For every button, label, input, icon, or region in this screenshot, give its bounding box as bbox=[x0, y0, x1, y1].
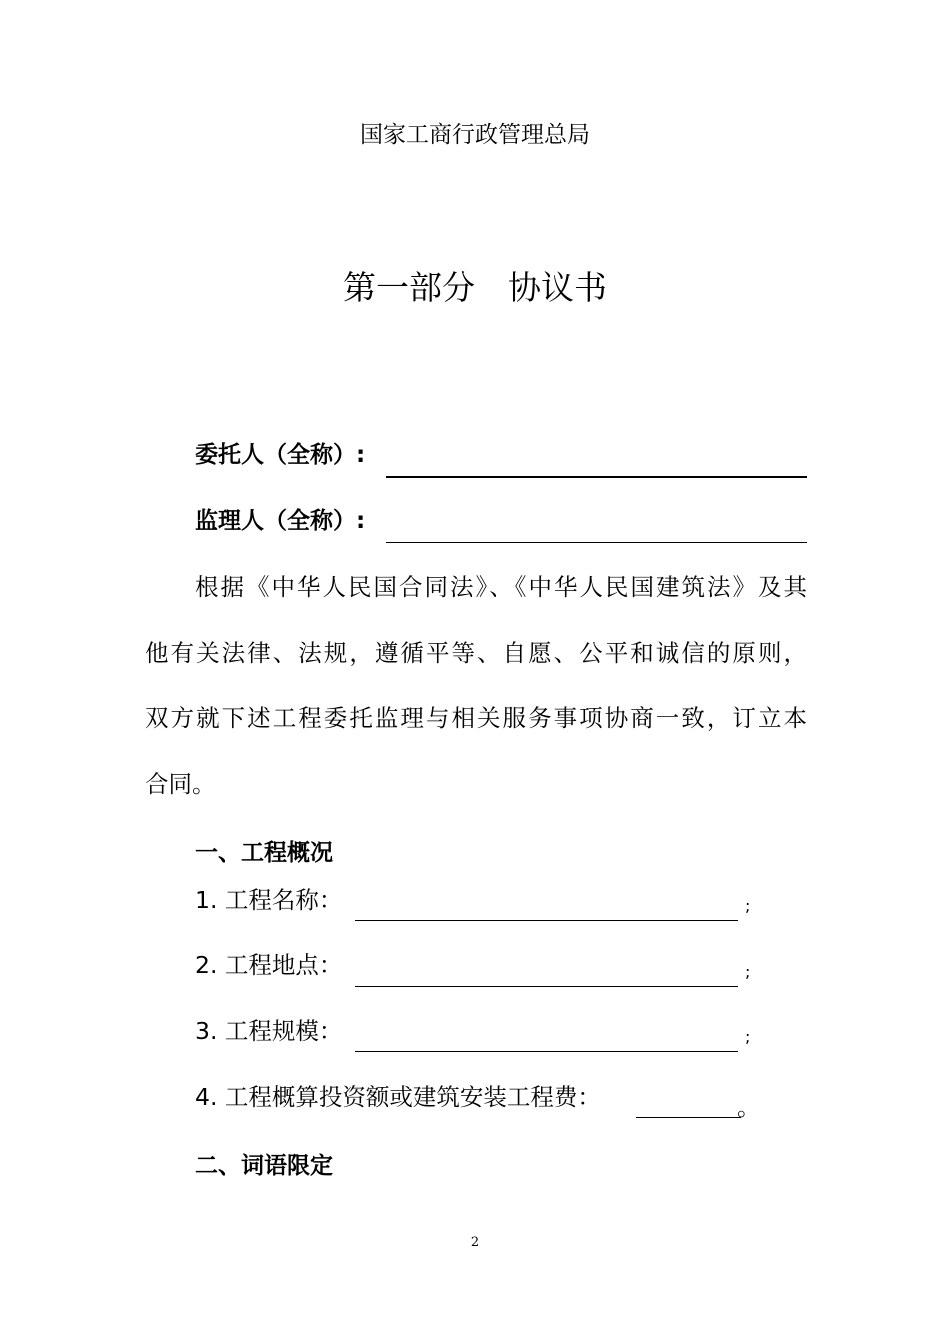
project-cost-blank bbox=[636, 1117, 741, 1118]
item-end-punct: ; bbox=[745, 962, 751, 981]
item-end-punct: ; bbox=[745, 896, 751, 915]
supervisor-name-blank bbox=[386, 542, 807, 543]
preamble-line: 双方就下述工程委托监理与相关服务事项协商一致，订立本 bbox=[145, 704, 807, 732]
section-heading: 一、工程概况 bbox=[195, 840, 333, 866]
project-scale-blank bbox=[355, 1051, 738, 1052]
project-location-label: 2. 工程地点： bbox=[195, 951, 343, 979]
item-end-punct: 。 bbox=[737, 1093, 761, 1121]
supervisor-label: 监理人（全称）: bbox=[195, 508, 366, 534]
page-number: 2 bbox=[470, 1235, 480, 1250]
preamble-line: 根据《中华人民国合同法》、《中华人民国建筑法》及其 bbox=[195, 573, 807, 601]
preamble-line: 合同。 bbox=[145, 770, 216, 798]
section-heading: 二、词语限定 bbox=[195, 1153, 333, 1179]
project-cost-label: 4. 工程概算投资额或建筑安装工程费： bbox=[195, 1083, 601, 1111]
project-name-blank bbox=[355, 920, 738, 921]
preamble-line: 他有关法律、法规，遵循平等、自愿、公平和诚信的原则， bbox=[145, 639, 807, 667]
part-title: 第一部分 协议书 bbox=[343, 268, 607, 307]
project-location-blank bbox=[355, 986, 738, 987]
principal-name-blank bbox=[386, 476, 807, 478]
issuing-authority: 国家工商行政管理总局 bbox=[360, 122, 590, 148]
project-scale-label: 3. 工程规模： bbox=[195, 1017, 343, 1045]
item-end-punct: ; bbox=[745, 1027, 751, 1046]
project-name-label: 1. 工程名称： bbox=[195, 886, 343, 914]
principal-label: 委托人（全称）: bbox=[195, 442, 366, 468]
